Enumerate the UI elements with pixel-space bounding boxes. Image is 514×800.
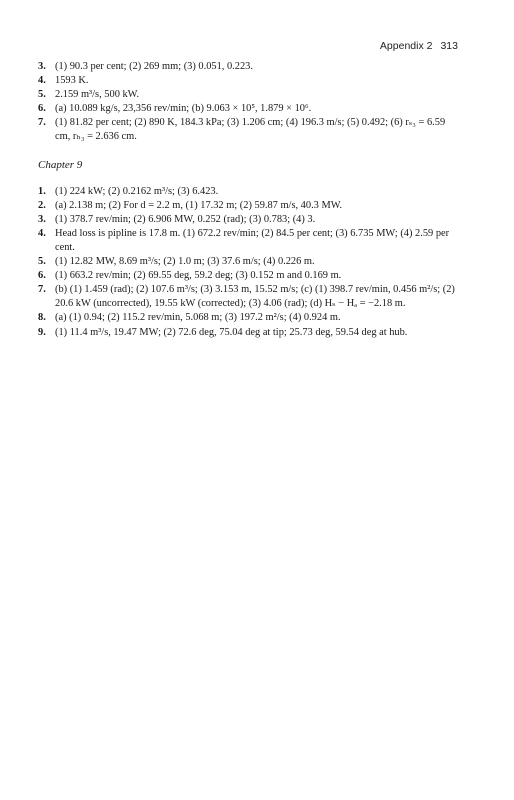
answer-list-chapter-9 (38, 185, 460, 340)
answer-number: 4. (38, 75, 46, 87)
answer-text: (a) 10.089 kg/s, 23,356 rev/min; (b) 9.063 × 10⁵, 1.879 × 10⁶. (55, 103, 312, 115)
answer-item (38, 311, 460, 325)
page-number: 313 (440, 40, 458, 52)
answer-number: 6. (38, 103, 46, 115)
answer-item (38, 102, 460, 116)
answer-number: 6. (38, 270, 46, 282)
answer-text: (1) 90.3 per cent; (2) 269 mm; (3) 0.051, 0.223. (55, 61, 253, 72)
answer-text: 1593 K. (55, 75, 89, 87)
chapter-title: Chapter 9 (38, 158, 83, 171)
answers-content (38, 60, 460, 340)
header-label: Appendix 2 (379, 40, 433, 52)
answer-item (38, 213, 460, 227)
answer-number: 4. (38, 227, 46, 239)
answer-item (38, 255, 460, 269)
answer-number: 1. (38, 185, 46, 197)
answer-number: 2. (38, 199, 46, 211)
answer-number: 8. (38, 312, 46, 324)
answer-text: (1) 12.82 MW, 8.69 m³/s; (2) 1.0 m; (3) 37.6 m/s; (4) 0.226 m. (55, 256, 315, 268)
answer-number: 3. (38, 213, 46, 225)
answer-text: (1) 224 kW; (2) 0.2162 m³/s; (3) 6.423. (55, 185, 219, 197)
answer-list-previous-chapter (38, 60, 460, 145)
answer-item (38, 326, 460, 340)
answer-text: Head loss is pipline is 17.8 m. (1) 672.2 rev/min; (2) 84.5 per cent; (3) 6.735 MW; (4) 2.59 per cent. (55, 227, 450, 253)
answer-number: 5. (38, 89, 46, 101)
answer-number: 7. (38, 117, 46, 129)
answer-number: 3. (38, 61, 46, 72)
answer-item (38, 185, 460, 199)
answer-text: (a) 2.138 m; (2) For d = 2.2 m, (1) 17.32 m; (2) 59.87 m/s, 40.3 MW. (55, 199, 343, 211)
answer-number: 9. (38, 326, 46, 338)
answer-text: (b) (1) 1.459 (rad); (2) 107.6 m³/s; (3) 3.153 m, 15.52 m/s; (c) (1) 398.7 rev/min, 0.456 m²/s; (2) 20.6 kW (uncorrected), 19.55 kW (corrected); (3) 4.06 (rad); (d) Hₛ − Hₐ = −2.18 m. (55, 284, 455, 310)
answer-text: (1) 81.82 per cent; (2) 890 K, 184.3 kPa; (3) 1.206 cm; (4) 196.3 m/s; (5) 0.492; (6) rₛ₃ = 6.59 cm, rₕ₃ = 2.636 cm. (55, 117, 446, 143)
answer-text: 2.159 m³/s, 500 kW. (55, 89, 140, 101)
answer-text: (a) (1) 0.94; (2) 115.2 rev/min, 5.068 m; (3) 197.2 m²/s; (4) 0.924 m. (55, 312, 341, 324)
answer-item (38, 116, 460, 144)
answer-item (38, 88, 460, 102)
running-header (380, 40, 458, 52)
answer-text: (1) 11.4 m³/s, 19.47 MW; (2) 72.6 deg, 75.04 deg at tip; 25.73 deg, 59.54 deg at hub. (55, 326, 408, 338)
answer-number: 7. (38, 284, 46, 296)
answer-item (38, 74, 460, 88)
answer-item (38, 283, 460, 311)
answer-number: 5. (38, 256, 46, 268)
answer-item (38, 227, 460, 255)
answer-item (38, 199, 460, 213)
answer-text: (1) 378.7 rev/min; (2) 6.906 MW, 0.252 (rad); (3) 0.783; (4) 3. (55, 213, 316, 225)
answer-text: (1) 663.2 rev/min; (2) 69.55 deg, 59.2 deg; (3) 0.152 m and 0.169 m. (55, 270, 342, 282)
answer-item (38, 269, 460, 283)
answer-item (38, 60, 460, 74)
